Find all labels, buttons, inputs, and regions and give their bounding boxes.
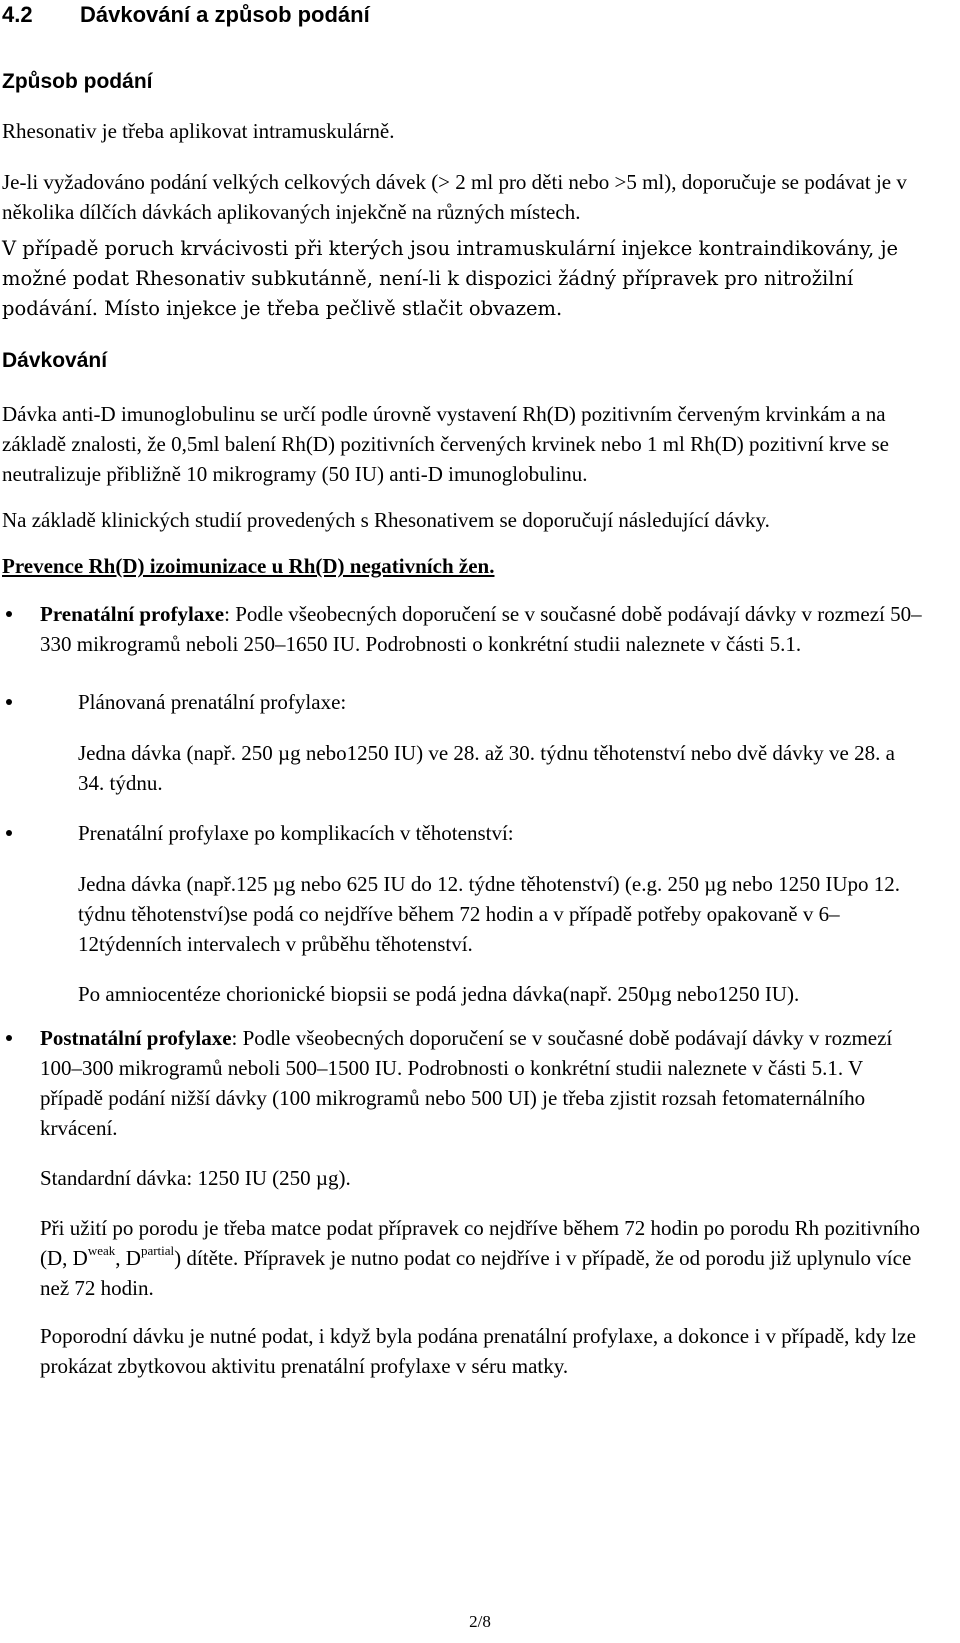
postnatal-text: : Podle všeobecných doporučení se v současné době podávají dávky v rozmezí 100–300 mikrogramů neboli 500–1500 IU. Podrobnosti o konkrétní studii naleznete v části 5.1. V případě podání nižší dávky (100 mikrogramů nebo 500 UI) je třeba zjistit rozsah fetomaternálního krvácení. — [40, 1026, 893, 1140]
davkovani-paragraph-1: Dávka anti-D imunoglobulinu se určí podle úrovně vystavení Rh(D) pozitivním červeným krvinkám a na základě znalosti, že 0,5ml balení Rh(D) pozitivních červených krvinek nebo 1 ml Rh(D) pozitivní krve se neutralizuje přibližně 10 mikrogramy (50 IU) anti-D imunoglobulinu. — [2, 402, 889, 486]
prenatal-label: Prenatální profylaxe — [40, 602, 225, 626]
sup-weak: weak — [87, 1243, 116, 1258]
prenatal-text: : Podle všeobecných doporučení se v současné době podávají dávky v rozmezí 50–330 mikrogramů neboli 250–1650 IU. Podrobnosti o konkrétní studii naleznete v části 5.1. — [40, 602, 922, 656]
zpusob-podani-heading: Způsob podání — [2, 70, 153, 93]
standard-dose: Standardní dávka: 1250 IU (250 µg). — [40, 1166, 351, 1190]
section-heading — [2, 0, 924, 30]
planned-bullet — [2, 687, 924, 717]
after-birth-text-a: Při užití po porodu je třeba matce podat přípravek co nejdříve během 72 hodin po porodu Rh pozitivního (D, D — [40, 1216, 921, 1270]
after-birth-paragraph — [2, 1213, 924, 1303]
planned-label: Plánovaná prenatální profylaxe: — [78, 690, 347, 714]
prevence-heading: Prevence Rh(D) izoimunizace u Rh(D) negativních žen. — [2, 554, 495, 578]
prenatal-bullet — [2, 599, 924, 659]
section-title: Dávkování a způsob podání — [80, 2, 370, 27]
postnatal-label: Postnatální profylaxe — [40, 1026, 232, 1050]
after-birth-text-c: ) dítěte. Přípravek je nutno podat co nejdříve i v případě, že od porodu již uplynulo více než 72 hodin. — [40, 1246, 912, 1300]
davkovani-paragraph-2: Na základě klinických studií provedených s Rhesonativem se doporučují následující dávky. — [2, 508, 770, 532]
page-number: 2/8 — [469, 1612, 491, 1631]
davkovani-heading: Dávkování — [2, 349, 108, 372]
complications-text: Jedna dávka (např.125 µg nebo 625 IU do 12. týdne těhotenství) (e.g. 250 µg nebo 1250 IUpo 12. týdnu těhotenství)se podá co nejdříve během 72 hodin a v případě potřeby opakovaně v 6–12týdenních intervalech v průběhu těhotenství. — [78, 872, 901, 956]
complications-label: Prenatální profylaxe po komplikacích v těhotenství: — [78, 821, 514, 845]
complications-bullet — [2, 818, 924, 848]
zpusob-paragraph-2: Je-li vyžadováno podání velkých celkových dávek (> 2 ml pro děti nebo >5 ml), doporučuje se podávat je v několika dílčích dávkách aplikovaných injekčně na různých místech. — [2, 170, 907, 224]
section-number: 4.2 — [2, 2, 33, 27]
amnio-text: Po amniocentéze chorionické biopsii se podá jedna dávka(např. 250µg nebo1250 IU). — [78, 982, 800, 1006]
zpusob-paragraph-3: V případě poruch krvácivosti při kterých jsou intramuskulární injekce kontraindikovány, je možné podat Rhesonativ subkutánně, není-li k dispozici žádný přípravek pro nitrožilní podávání. Místo injekce je třeba pečlivě stlačit obvazem. — [2, 237, 899, 320]
zpusob-paragraph-1: Rhesonativ je třeba aplikovat intramuskulárně. — [2, 119, 395, 143]
planned-text: Jedna dávka (např. 250 µg nebo1250 IU) ve 28. až 30. týdnu těhotenství nebo dvě dávky ve 28. a 34. týdnu. — [78, 741, 895, 795]
poporodni-paragraph: Poporodní dávku je nutné podat, i když byla podána prenatální profylaxe, a dokonce i v případě, kdy lze prokázat zbytkovou aktivitu prenatální profylaxe v séru matky. — [40, 1324, 916, 1378]
postnatal-bullet — [2, 1023, 924, 1143]
after-birth-text-b: , D — [115, 1246, 141, 1270]
sup-partial: partial — [140, 1243, 175, 1258]
